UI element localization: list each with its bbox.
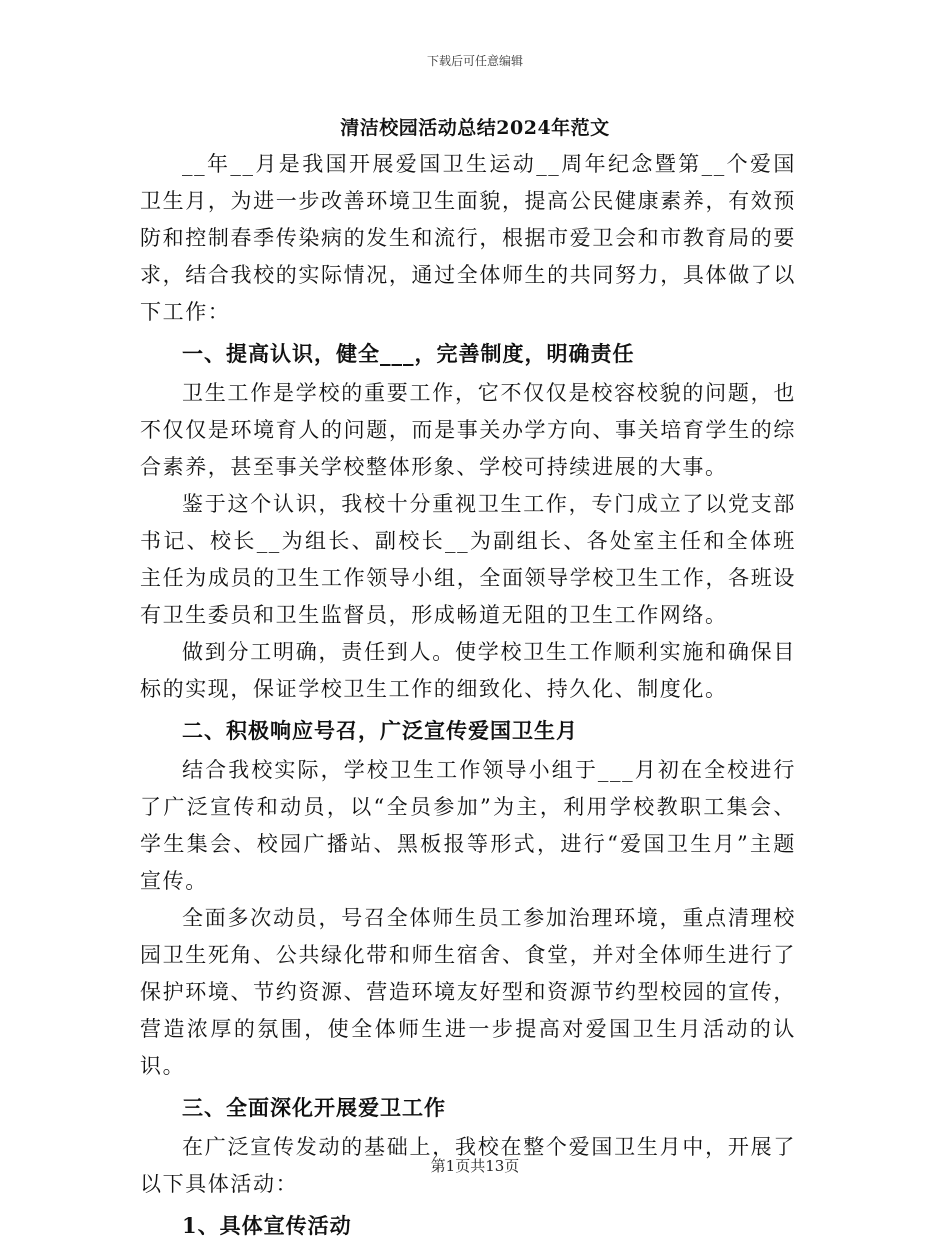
section-heading-1: 一、提高认识，健全___，完善制度，明确责任 xyxy=(182,341,635,366)
paragraph: 做到分工明确，责任到人。使学校卫生工作顺利实施和确保目标的实现，保证学校卫生工作的细致化、持久化、制度化。 xyxy=(140,640,796,701)
subsection-heading-1: 1、具体宣传活动 xyxy=(182,1213,352,1238)
paragraph-intro: __年__月是我国开展爱国卫生运动__周年纪念暨第__个爱国卫生月，为进一步改善环境卫生面貌，提高公民健康素养，有效预防和控制春季传染病的发生和流行，根据市爱卫会和市教育局的要求，结合我校的实际情况，通过全体师生的共同努力，具体做了以下工作： xyxy=(140,152,796,324)
paragraph: 在广泛宣传发动的基础上，我校在整个爱国卫生月中，开展了以下具体活动： xyxy=(140,1135,796,1196)
document-body xyxy=(140,146,796,1247)
section-heading-3: 三、全面深化开展爱卫工作 xyxy=(182,1095,446,1120)
paragraph: 卫生工作是学校的重要工作，它不仅仅是校容校貌的问题，也不仅仅是环境育人的问题，而是事关办学方向、事关培育学生的综合素养，甚至事关学校整体形象、学校可持续进展的大事。 xyxy=(140,381,796,479)
page-header: 下载后可任意编辑 xyxy=(426,54,523,68)
paragraph: 鉴于这个认识，我校十分重视卫生工作，专门成立了以党支部书记、校长__为组长、副校长__为副组长、各处室主任和全体班主任为成员的卫生工作领导小组，全面领导学校卫生工作，各班设有卫生委员和卫生监督员，形成畅道无阻的卫生工作网络。 xyxy=(140,492,796,627)
section-heading-2: 二、积极响应号召，广泛宣传爱国卫生月 xyxy=(182,718,578,743)
paragraph: 结合我校实际，学校卫生工作领导小组于___月初在全校进行了广泛宣传和动员，以“全员参加”为主，利用学校教职工集会、学生集会、校园广播站、黑板报等形式，进行“爱国卫生月”主题宣传。 xyxy=(140,758,796,893)
document-title: 清洁校园活动总结2024年范文 xyxy=(340,117,610,139)
paragraph: 全面多次动员，号召全体师生员工参加治理环境，重点清理校园卫生死角、公共绿化带和师生宿舍、食堂，并对全体师生进行了保护环境、节约资源、营造环境友好型和资源节约型校园的宣传，营造浓厚的氛围，使全体师生进一步提高对爱国卫生月活动的认识。 xyxy=(140,906,796,1078)
page-footer: 第1页共13页 xyxy=(430,1157,520,1175)
